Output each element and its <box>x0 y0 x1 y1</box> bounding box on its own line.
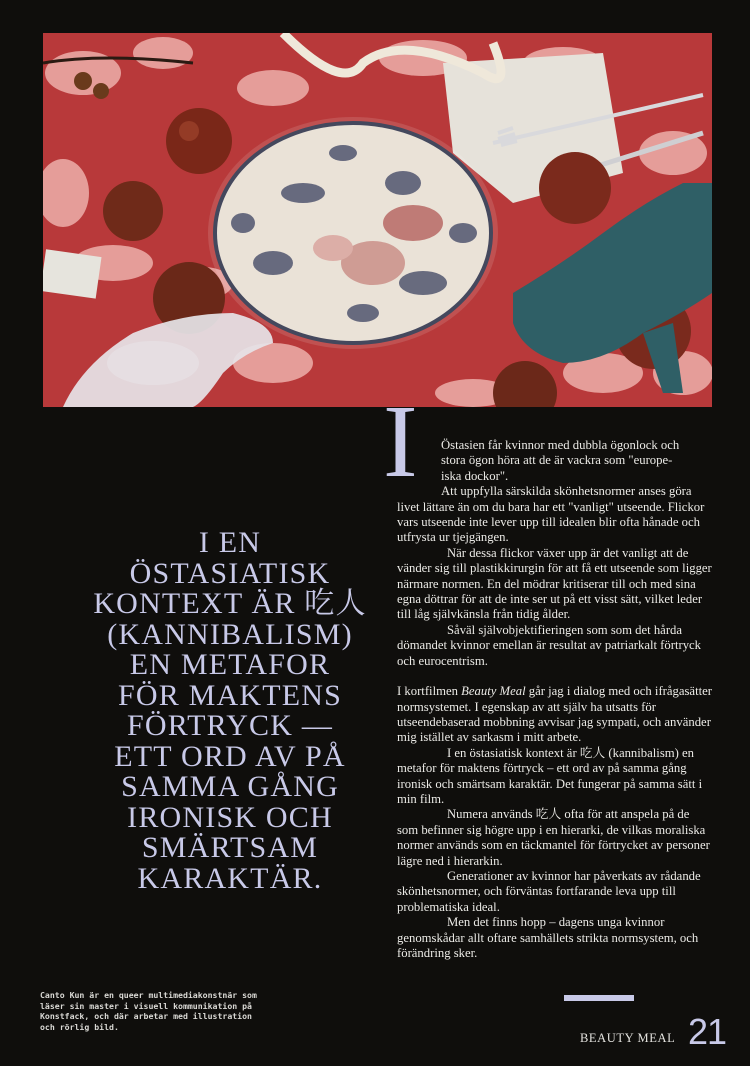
opening-paragraph <box>383 384 713 499</box>
bio-line: läser sin master i visuell kommunikation på <box>40 1000 252 1011</box>
pull-quote-line: IRONISK OCH <box>127 800 333 834</box>
text-run: går jag i dialog med och ifrågasätter normsystemet. I egenskap av att själv ha utsatts för utseendebaserad mobbning avvisar jag sympati, och använder mig istället av sarkasm i mitt arbete. <box>397 684 712 745</box>
opening-line: iska dockor". <box>441 468 509 483</box>
author-bio <box>40 990 298 1032</box>
pull-quote <box>70 528 390 894</box>
paragraph: Generationer av kvinnor har påverkats av rådande skönhetsnormer, och förväntas fortfarande leva upp till problematiska ideal. <box>397 868 701 914</box>
drop-cap: I <box>383 384 418 499</box>
bio-line: Canto Kun är en queer multimediakonstnär som <box>40 990 257 1000</box>
pull-quote-line: EN METAFOR <box>129 648 331 681</box>
pull-quote-line: FÖRTRYCK — <box>126 709 334 742</box>
hero-photo <box>43 33 712 407</box>
pull-quote-line: KARAKTÄR. <box>137 861 323 895</box>
text-run: I kortfilmen <box>397 684 462 699</box>
paragraph: Numera används 吃人 ofta för att anspela på de som befinner sig högre upp i en hierarki, de vilkas moraliska normer används som en täckmantel för förtrycket av personer lägre ned i hierarkin. <box>397 807 710 868</box>
pull-quote-line: FÖR MAKTENS <box>117 678 343 712</box>
pull-quote-line: SAMMA GÅNG <box>121 770 339 803</box>
footer-title: BEAUTY MEAL <box>580 1031 676 1045</box>
page-number: 21 <box>688 1011 727 1052</box>
pull-quote-line: SMÄRTSAM <box>141 831 319 864</box>
film-title: Beauty Meal <box>461 684 526 699</box>
bio-line: Konstfack, och där arbetar med illustration <box>40 1011 252 1021</box>
paragraph: I en östasiatisk kontext är 吃人 (kannibalism) en metafor för maktens förtryck – ett ord av på samma gång ironisk och smärtsam karaktär. Det fungerar på samma sätt i min film. <box>397 745 703 806</box>
paragraph: Men det finns hopp – dagens unga kvinnor genomskådar allt oftare samhällets strikta normsystem, och förändring sker. <box>397 915 699 960</box>
paragraph: Såväl självobjektifieringen som som det hårda dömandet kvinnor emellan är resultat av patriarkalt förtryck och eurocentrism. <box>397 622 702 668</box>
pull-quote-line: ETT ORD AV PÅ <box>114 739 346 773</box>
paragraph: När dessa flickor växer upp är det vanligt att de vänder sig till plastikkirurgin för att få ett utseende som ligger närmare normen. En del mödrar kritiserar till och med sina egna döttrar för att de inte ser ut på ett visst sätt, vilket leder till låg självkänsla från tidig ålder. <box>397 545 712 622</box>
opening-line: stora ögon höra att de är vackra som "europe- <box>441 453 673 468</box>
pull-quote-line: KONTEXT ÄR 吃人 <box>93 587 367 620</box>
opening-line: Östasien får kvinnor med dubbla ögonlock och <box>441 438 680 452</box>
article-body <box>383 384 713 961</box>
section-divider <box>564 995 634 1001</box>
paragraph <box>397 684 713 746</box>
paragraph: Att uppfylla särskilda skönhetsnormer anses göra livet lättare än om du bara har ett "vanligt" utseende. Flickor vars utseende inte lever upp till idealen blir ofta hånade och utfrysta ur tjejgängen. <box>397 484 705 545</box>
pull-quote-line: I EN <box>198 526 262 559</box>
still-life-image <box>43 33 712 407</box>
pull-quote-line: (KANNIBALISM) <box>107 617 353 651</box>
pull-quote-line: ÖSTASIATISK <box>129 556 331 590</box>
bio-line: och rörlig bild. <box>40 1021 119 1032</box>
